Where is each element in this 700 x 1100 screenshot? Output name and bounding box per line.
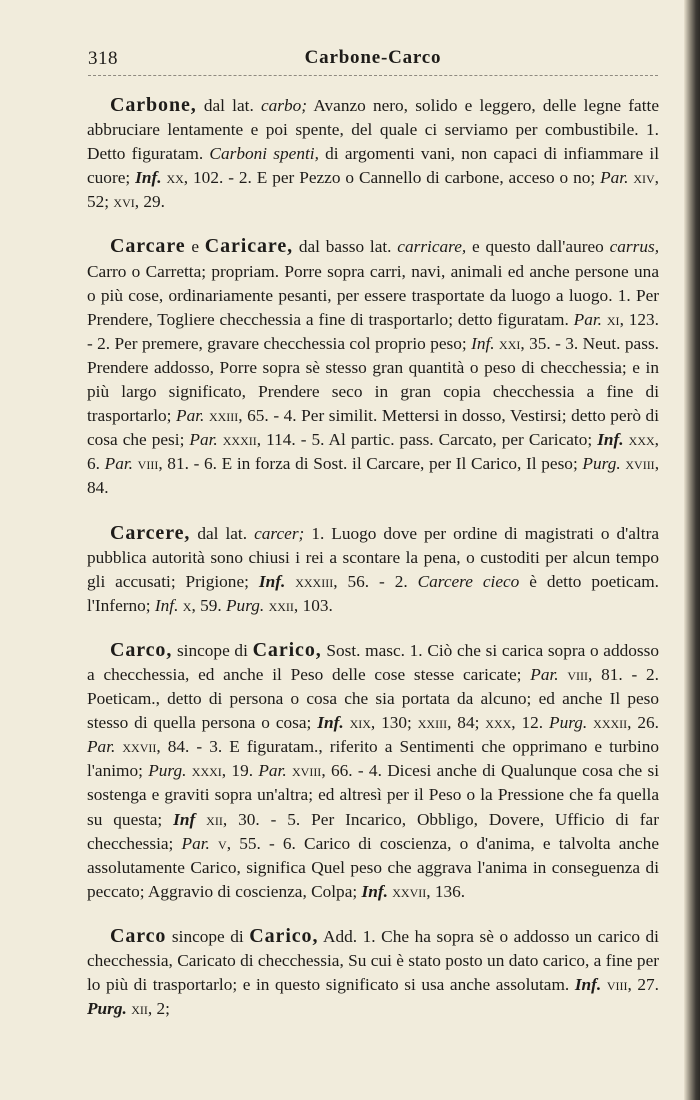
- italic-text: Par.: [181, 833, 210, 853]
- entry-text: , 30. - 5. Per Incarico, Obbligo, Dovere, Ufficio di far checchessia;: [87, 809, 659, 853]
- headword: Carbone,: [110, 94, 197, 116]
- citation-work: Inf.: [135, 168, 162, 188]
- headword: Carcere,: [110, 521, 191, 544]
- canto-number: xxi: [499, 333, 521, 353]
- dictionary-body: [87, 93, 659, 1041]
- entry-text: [285, 572, 295, 591]
- canto-number: viii: [137, 454, 159, 474]
- running-title: Carbone-Carco: [304, 47, 442, 68]
- canto-number: v: [218, 833, 227, 853]
- italic-text: Par.: [104, 454, 133, 474]
- italic-text: Inf.: [471, 333, 495, 353]
- entry-text: , 130;: [370, 713, 418, 733]
- canto-number: xviii: [625, 454, 655, 474]
- headword: Carco: [110, 924, 167, 947]
- entry-text: , 19.: [221, 761, 259, 781]
- entry-text: dal lat.: [196, 96, 261, 115]
- canto-number: xii: [131, 999, 148, 1019]
- entry-text: , 123. - 2. Per premere, gravare checchessia col proprio peso;: [87, 309, 660, 353]
- entry-text: , 81. - 6. E in forza di Sost. il Carcare, per Il Carico, Il peso;: [158, 454, 583, 474]
- canto-number: xx: [166, 168, 184, 188]
- page-number: 318: [88, 48, 118, 69]
- entry-text: , 136.: [426, 881, 466, 901]
- entry-text: , 81. - 2. Poeticam., detto di persona o cosa che sia portata da alcuno; ed anche Il peso stesso di quella persona o cosa;: [87, 664, 659, 733]
- entry-text: , 65. - 4. Per similit. Mettersi in dosso, Vestirsi; detto però di cosa che pesi;: [87, 406, 659, 450]
- entry-text: , 84.: [87, 454, 660, 498]
- entry-text: [210, 834, 218, 853]
- canto-number: x: [182, 595, 192, 615]
- entry-text: Add. 1. Che ha sopra sè o addosso un carico di checchessia, Caricato di checchessia, Su cui è stato posto un dato carico, a fine per lo più di trasportarlo; e in questo significato si usa anche assolutam.: [87, 926, 659, 995]
- entry-text: , 56. - 2.: [333, 571, 418, 591]
- italic-text: Par.: [258, 761, 287, 781]
- headword: Carcare: [110, 235, 186, 258]
- italic-text: carricare,: [397, 237, 467, 257]
- canto-number: xxii: [268, 595, 294, 615]
- entry-text: , 52;: [87, 168, 659, 212]
- entry-text: , 102. - 2. E per Pezzo o Cannello di carbone, acceso o no;: [183, 168, 601, 188]
- citation-work: Inf.: [361, 881, 388, 901]
- entry-text: , 2;: [147, 999, 170, 1019]
- italic-text: Par.: [530, 664, 559, 684]
- header-rule: [88, 75, 658, 76]
- entry-text: , 59.: [191, 595, 226, 615]
- canto-number: xi: [606, 309, 620, 329]
- entry-carbone: [87, 93, 659, 214]
- entry-text: , 35. - 3. Neut. pass. Prendere addosso, Porre sopra sè stesso gran quantità o peso di checchessia; e in più largo significato, Prendere seco in gran copia checchessia a fine di trasportarlo;: [87, 333, 659, 426]
- entry-text: e: [185, 237, 205, 257]
- entry-text: Avanzo nero, solido e leggero, delle legne fatte abbruciare lentamente e poi spente, del quale ci serviamo per combustibile. 1. Detto figuratam.: [87, 96, 659, 164]
- italic-text: Par.: [189, 430, 218, 450]
- canto-number: xxx: [485, 713, 512, 733]
- entry-carco-add: [87, 924, 659, 1021]
- entry-text: , 29.: [134, 192, 165, 212]
- citation-work: Inf.: [597, 430, 624, 450]
- entry-carcare: [87, 234, 659, 500]
- canto-number: xviii: [291, 761, 322, 781]
- headword: Caricare,: [204, 235, 294, 258]
- entry-text: Sost. masc. 1. Ciò che si carica sopra o addosso a checchessia, ed anche il Peso delle cose stesse caricate;: [87, 640, 659, 684]
- canto-number: xxx: [628, 430, 655, 450]
- entry-text: è detto poeticam. l'Inferno;: [87, 571, 660, 615]
- entry-text: , 66. - 4. Dicesi anche di Qualunque cosa che si sostenga e graviti sopra un'altra; ed altresì per il Peso o la Pressione che fa quella su questa;: [87, 761, 659, 829]
- entry-text: , 27.: [627, 975, 659, 995]
- canto-number: xxiii: [208, 406, 239, 426]
- entry-text: , 6.: [87, 430, 659, 474]
- canto-number: xxxi: [191, 761, 222, 781]
- entry-text: sincope di: [166, 926, 250, 946]
- entry-text: , 114. - 5. Al partic. pass. Carcato, per Caricato;: [256, 430, 598, 450]
- canto-number: xxxiii: [295, 571, 334, 591]
- canto-number: xxxii: [222, 430, 257, 450]
- citation-work: Purg.: [87, 999, 127, 1019]
- citation-work: Inf.: [574, 975, 602, 995]
- entry-carco-sost: [87, 638, 659, 904]
- entry-text: 1. Luogo dove per ordine di magistrati o d'altra pubblica autorità sono chiusi i rei a scontare la pena, o custoditi per alcun tempo gli accusati; Prigione;: [87, 523, 659, 591]
- canto-number: xxvii: [122, 737, 157, 757]
- entry-text: [195, 810, 206, 829]
- italic-text: Inf.: [154, 595, 179, 615]
- italic-text: Par.: [600, 168, 629, 188]
- citation-work: Inf.: [317, 713, 344, 733]
- italic-text: Purg.: [549, 713, 588, 733]
- entry-text: di argomenti vani, non capaci di infiammare il cuore;: [87, 144, 659, 188]
- canto-number: xiv: [633, 168, 655, 188]
- canto-number: viii: [567, 664, 589, 684]
- headword: Carico,: [249, 924, 319, 947]
- italic-text: Purg.: [582, 454, 621, 474]
- headword: Carico,: [252, 638, 322, 661]
- citation-work: Inf.: [258, 571, 286, 591]
- entry-text: , 26.: [627, 713, 659, 733]
- canto-number: xix: [349, 713, 371, 733]
- italic-text: carrus,: [609, 237, 660, 257]
- italic-text: Carboni spenti,: [209, 144, 319, 164]
- entry-text: dal basso lat.: [293, 237, 398, 257]
- entry-text: , 84;: [447, 713, 486, 733]
- canto-number: xxvii: [392, 881, 427, 901]
- entry-carcere: [87, 521, 659, 618]
- entry-text: , 12.: [511, 713, 550, 733]
- italic-text: Par.: [176, 406, 205, 426]
- entry-text: , 55. - 6. Carico di coscienza, o d'anima, e talvolta anche assolutamente Carico, significa Quel peso che aggrava l'anima in conseguenza di peccato; Aggravio di coscienza, Colpa;: [87, 833, 659, 901]
- canto-number: viii: [606, 975, 628, 995]
- canto-number: xxxii: [593, 713, 628, 733]
- canto-number: xxiii: [417, 713, 448, 733]
- entry-text: Carro o Carretta; propriam. Porre sopra carri, navi, animali ed anche persone una o più cose, ordinariamente pesanti, per essere trasportate da luogo a luogo. 1. Per Prendere, Togliere checchessia a fine di trasportarlo; detto figuratam.: [87, 261, 659, 329]
- entry-text: sincope di: [172, 640, 253, 660]
- canto-number: xvi: [113, 192, 135, 212]
- italic-text: Par.: [87, 737, 116, 757]
- page-edge-shadow: [684, 0, 700, 1100]
- italic-text: carcer;: [254, 523, 305, 543]
- entry-text: , 84. - 3. E figuratam., riferito a Sentimenti che opprimano e turbino l'animo;: [87, 737, 659, 781]
- entry-text: dal lat.: [190, 523, 255, 543]
- page-header: [88, 46, 658, 76]
- italic-text: Carcere cieco: [417, 571, 520, 591]
- entry-text: e questo dall'aureo: [466, 237, 610, 257]
- canto-number: xii: [206, 809, 223, 829]
- citation-work: Inf: [173, 809, 196, 829]
- italic-text: Par.: [573, 309, 602, 329]
- headword: Carco,: [110, 638, 173, 661]
- italic-text: Purg.: [148, 761, 187, 781]
- italic-text: carbo;: [260, 96, 308, 115]
- entry-text: , 103.: [293, 595, 333, 615]
- italic-text: Purg.: [226, 595, 265, 615]
